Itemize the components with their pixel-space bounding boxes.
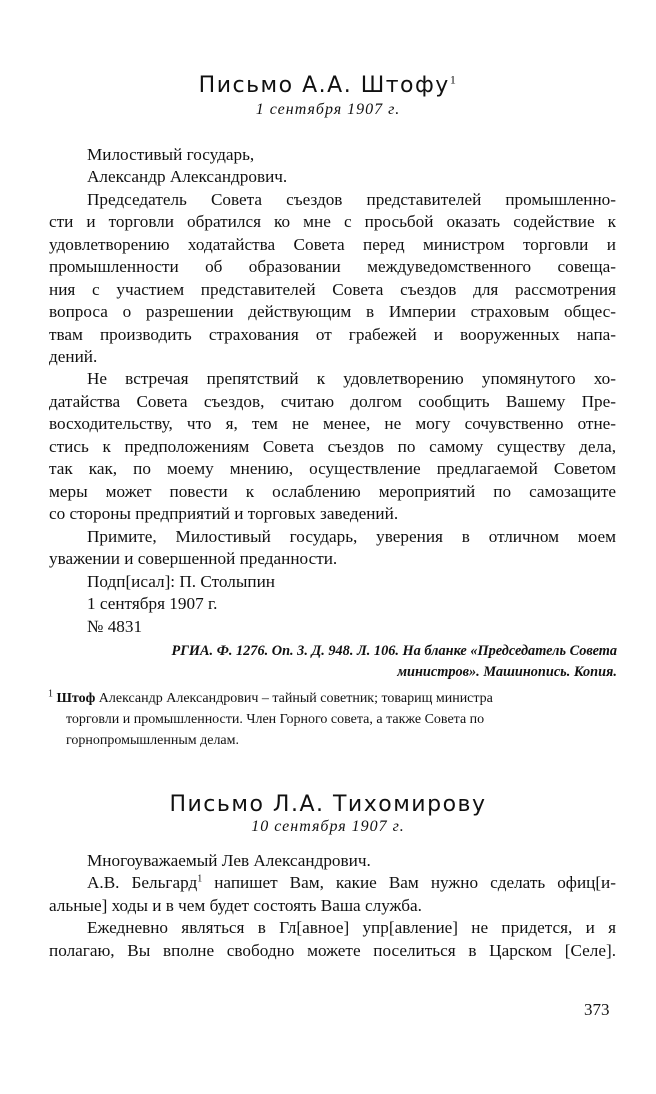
letter2-para1-line2: альные] ходы и в чем будет состоять Ваша служба.: [49, 896, 422, 915]
text-line: сти и торговли обратился ко мне с просьбой оказать содействие к: [49, 212, 616, 231]
text-line: меры может повести к ослаблению мероприятий по самозащите: [49, 482, 616, 501]
letter2-salutation: Многоуважаемый Лев Александрович.: [87, 851, 371, 870]
text-end: напишет Вам, какие Вам нужно сделать офиц[и-: [202, 873, 616, 892]
letter2-date: 10 сентября 1907 г.: [251, 818, 405, 835]
text-line: удовлетворению ходатайства Совета перед министром торговли и: [49, 235, 616, 254]
footnote-line2: торговли и промышленности. Член Горного совета, а также Совета по: [66, 712, 485, 727]
text-line: ния с участием представителей Совета съездов для рассмотрения: [49, 280, 616, 299]
text-line: промышленности об образовании междуведомственного совеща-: [49, 257, 616, 276]
footnote-mark: 1: [48, 688, 53, 700]
page-number: 373: [584, 1000, 610, 1019]
footnote-line3: горнопромышленным делам.: [66, 733, 240, 748]
text-line: восходительству, что я, тем не менее, не могу сочувственно отне-: [49, 414, 616, 433]
letter2-para2-line2: полагаю, Вы вполне свободно можете поселиться в Царском [Селе].: [49, 941, 616, 960]
text-line: вопроса о разрешении действующим в Империи страховым общес-: [49, 302, 616, 321]
letter1-sign-date: 1 сентября 1907 г.: [87, 594, 218, 613]
letter2-title: Письмо Л.А. Тихомирову: [169, 792, 487, 817]
footnote-mark: 1: [197, 873, 203, 885]
footnote-line1: [48, 688, 628, 709]
text-line: Не встречая препятствий к удовлетворению упомянутого хо-: [87, 369, 616, 388]
text-line: со стороны предприятий и торговых заведений.: [49, 504, 399, 523]
footnote-line1-text: Александр Александрович – тайный советник; товарищ министра: [95, 691, 493, 706]
text-line: датайства Совета съездов, считаю долгом сообщить Вашему Пре-: [49, 392, 616, 411]
text-line: Примите, Милостивый государь, уверения в отличном моем: [87, 527, 616, 546]
text-line: дений.: [49, 347, 98, 366]
text-line: Председатель Совета съездов представителей промышленно-: [87, 190, 616, 209]
letter1-salutation-line2: Александр Александрович.: [87, 167, 288, 186]
archive-source-line2: министров». Машинопись. Копия.: [397, 664, 617, 680]
letter1-signature: Подп[исал]: П. Столыпин: [87, 572, 275, 591]
letter2-para2-line1: Ежедневно являться в Гл[авное] упр[авление] не придется, и я: [87, 918, 616, 937]
text-line: стись к предположениям Совета съездов по самому существу дела,: [49, 437, 616, 456]
letter1-title-text: Письмо А.А. Штофу: [198, 73, 450, 98]
letter1-date: 1 сентября 1907 г.: [255, 101, 401, 118]
text-start: А.В. Бельгард: [87, 873, 198, 892]
footnote-name: Штоф: [56, 691, 96, 706]
letter1-title: [0, 73, 656, 98]
archive-source-line1: РГИА. Ф. 1276. Оп. 3. Д. 948. Л. 106. На бланке «Председатель Совета: [171, 643, 617, 659]
text-line: уважении и совершенной преданности.: [49, 549, 338, 568]
letter2-para1-line1: [87, 872, 616, 895]
text-line: так как, по моему мнению, осуществление предлагаемой Советом: [49, 459, 616, 478]
letter1-title-footnote-mark: 1: [449, 72, 458, 87]
letter1-number: № 4831: [87, 617, 143, 636]
letter1-salutation-line1: Милостивый государь,: [87, 145, 255, 164]
text-line: твам производить страхования от грабежей и вооруженных напа-: [49, 325, 616, 344]
